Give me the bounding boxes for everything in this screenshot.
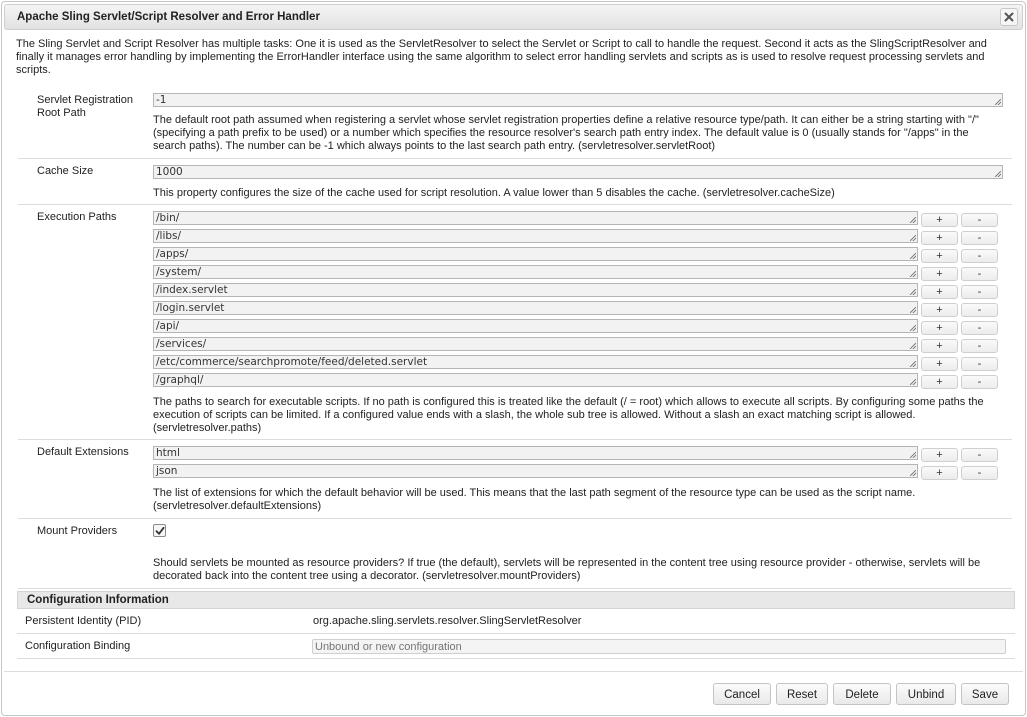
execution-path-input[interactable]: /apps/ <box>153 247 918 261</box>
remove-row-button[interactable]: - <box>961 321 998 335</box>
execution-path-input[interactable]: /login.servlet <box>153 301 918 315</box>
execution-path-item <box>153 265 1003 281</box>
execution-paths-row <box>18 205 1012 440</box>
execution-path-input[interactable]: /api/ <box>153 319 918 333</box>
binding-row <box>17 634 1015 659</box>
remove-row-button[interactable]: - <box>961 231 998 245</box>
add-row-button[interactable]: + <box>921 249 958 263</box>
execution-path-item <box>153 319 1003 335</box>
mount-providers-row <box>18 519 1012 589</box>
execution-path-item <box>153 247 1003 263</box>
extension-input[interactable]: html <box>153 446 918 460</box>
servlet-root-label: Servlet Registration Root Path <box>37 94 133 119</box>
default-extensions-row <box>18 440 1012 519</box>
cache-size-input[interactable]: 1000 <box>153 165 1003 179</box>
cancel-button[interactable]: Cancel <box>713 683 771 705</box>
add-row-button[interactable]: + <box>921 213 958 227</box>
default-extensions-label: Default Extensions <box>37 446 129 458</box>
checkmark-icon <box>155 526 165 536</box>
remove-row-button[interactable]: - <box>961 339 998 353</box>
extension-item <box>153 464 1003 480</box>
add-row-button[interactable]: + <box>921 448 958 462</box>
servlet-root-input[interactable]: -1 <box>153 93 1003 107</box>
close-button[interactable] <box>1000 8 1018 26</box>
execution-path-input[interactable]: /graphql/ <box>153 373 918 387</box>
execution-path-item <box>153 373 1003 389</box>
footer-divider <box>4 671 1023 672</box>
delete-button[interactable]: Delete <box>833 683 891 705</box>
remove-row-button[interactable]: - <box>961 466 998 480</box>
add-row-button[interactable]: + <box>921 321 958 335</box>
dialog-title: Apache Sling Servlet/Script Resolver and Error Handler <box>17 11 320 23</box>
cache-size-row <box>18 159 1012 205</box>
execution-paths-description: The paths to search for executable scripts. If no path is configured this is treated like the default (/ = root) which allows to execute all scripts. By configuring some paths the execution of scripts can be limited. If a configured value ends with a slash, the whole sub tree is allowed. Without a slash an exact matching script is allowed. (servletresolver.paths) <box>153 396 984 434</box>
execution-path-item <box>153 229 1003 245</box>
remove-row-button[interactable]: - <box>961 285 998 299</box>
pid-row <box>17 609 1015 634</box>
default-extensions-description: The list of extensions for which the default behavior will be used. This means that the last path segment of the resource type can be used as the script name. (servletresolver.defaultExtensions) <box>153 487 916 512</box>
add-row-button[interactable]: + <box>921 375 958 389</box>
add-row-button[interactable]: + <box>921 285 958 299</box>
reset-button[interactable]: Reset <box>776 683 828 705</box>
execution-path-item <box>153 337 1003 353</box>
binding-label: Configuration Binding <box>25 640 131 652</box>
dialog-titlebar[interactable] <box>4 4 1023 30</box>
binding-input[interactable] <box>312 639 1006 654</box>
cache-size-description: This property configures the size of the cache used for script resolution. A value lower than 5 disables the cache. (servletresolver.cacheSize) <box>153 187 835 199</box>
add-row-button[interactable]: + <box>921 267 958 281</box>
mount-providers-description: Should servlets be mounted as resource providers? If true (the default), servlets will be represented in the content tree using resource provider - otherwise, servlets will be decorated back into the content tree using a decorator. (servletresolver.mountProviders) <box>153 557 981 582</box>
execution-path-input[interactable]: /bin/ <box>153 211 918 225</box>
execution-path-item <box>153 211 1003 227</box>
remove-row-button[interactable]: - <box>961 448 998 462</box>
execution-path-item <box>153 355 1003 371</box>
execution-paths-label: Execution Paths <box>37 211 117 223</box>
mount-providers-label: Mount Providers <box>37 525 118 537</box>
save-button[interactable]: Save <box>961 683 1009 705</box>
execution-path-input[interactable]: /services/ <box>153 337 918 351</box>
execution-path-input[interactable]: /index.servlet <box>153 283 918 297</box>
cache-size-label: Cache Size <box>37 165 94 177</box>
execution-path-input[interactable]: /libs/ <box>153 229 918 243</box>
remove-row-button[interactable]: - <box>961 357 998 371</box>
close-icon <box>1004 12 1014 22</box>
execution-path-item <box>153 283 1003 299</box>
remove-row-button[interactable]: - <box>961 267 998 281</box>
configuration-info-title: Configuration Information <box>27 594 169 606</box>
mount-providers-checkbox[interactable] <box>153 524 166 537</box>
execution-path-input[interactable]: /etc/commerce/searchpromote/feed/deleted.servlet <box>153 355 918 369</box>
add-row-button[interactable]: + <box>921 339 958 353</box>
pid-value: org.apache.sling.servlets.resolver.SlingServletResolver <box>313 615 582 627</box>
servlet-root-description: The default root path assumed when registering a servlet whose servlet registration properties define a relative resource type/path. It can either be a string starting with "/" (specifying a path prefix to be used) or a number which specifies the resource resolver's search path entry index. The default value is 0 (usually stands for "/apps" in the search paths). The number can be -1 which always points to the last search path entry. (servletresolver.servletRoot) <box>153 114 979 152</box>
extension-item <box>153 446 1003 462</box>
add-row-button[interactable]: + <box>921 466 958 480</box>
config-dialog <box>1 1 1026 716</box>
add-row-button[interactable]: + <box>921 357 958 371</box>
remove-row-button[interactable]: - <box>961 375 998 389</box>
remove-row-button[interactable]: - <box>961 249 998 263</box>
add-row-button[interactable]: + <box>921 303 958 317</box>
remove-row-button[interactable]: - <box>961 213 998 227</box>
unbind-button[interactable]: Unbind <box>896 683 956 705</box>
configuration-info-header <box>17 591 1015 609</box>
add-row-button[interactable]: + <box>921 231 958 245</box>
execution-path-input[interactable]: /system/ <box>153 265 918 279</box>
dialog-description: The Sling Servlet and Script Resolver has multiple tasks: One it is used as the ServletResolver to select the Servlet or Script to call to handle the request. Second it acts as the SlingScriptResolver and finally it manages error handling by implementing the ErrorHandler interface using the same algorithm to select error handling servlets and scripts as is used to resolve request processing servlets and scripts. <box>16 38 987 76</box>
extension-input[interactable]: json <box>153 464 918 478</box>
pid-label: Persistent Identity (PID) <box>25 615 142 627</box>
execution-path-item <box>153 301 1003 317</box>
remove-row-button[interactable]: - <box>961 303 998 317</box>
servlet-root-row <box>18 88 1012 159</box>
